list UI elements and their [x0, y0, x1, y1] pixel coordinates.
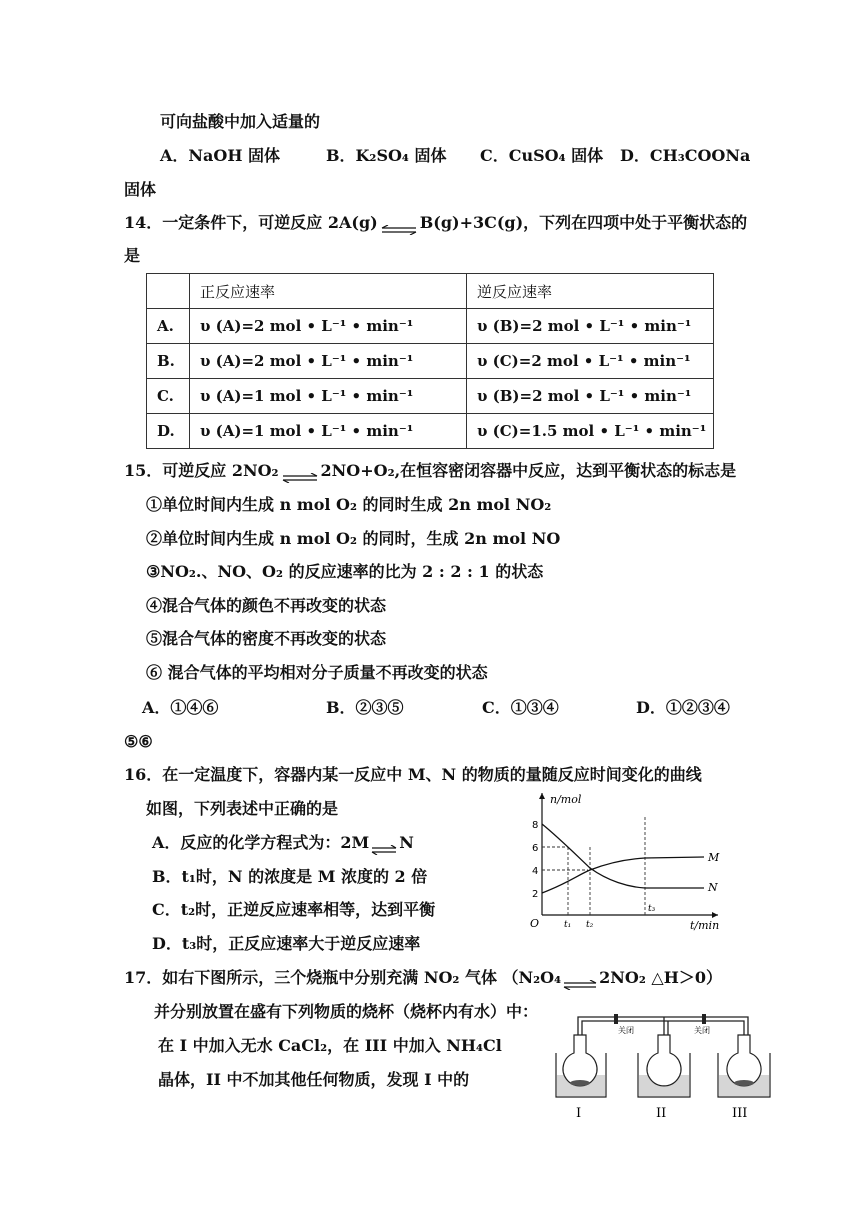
q15-option-d: D．①②③④ — [636, 698, 730, 717]
q15-item-6: ⑥ 混合气体的平均相对分子质量不再改变的状态 — [146, 663, 488, 682]
q13-wrap: 固体 — [124, 180, 157, 199]
y-axis-label: n/mol — [550, 793, 582, 806]
table-row — [147, 344, 714, 379]
connecting-tube — [578, 1017, 748, 1035]
table-row — [147, 379, 714, 414]
y-tick-label: 4 — [532, 866, 539, 877]
q15-item-4: ④混合气体的颜色不再改变的状态 — [146, 596, 387, 615]
table-cell: C. — [147, 379, 190, 414]
q17-line2: 并分别放置在盛有下列物质的烧杯（烧杯内有水）中： — [154, 1002, 539, 1021]
y-tick-label: 6 — [532, 843, 539, 854]
q16-option-c: C．t₂时，正逆反应速率相等，达到平衡 — [152, 900, 436, 919]
valve-icon — [702, 1014, 706, 1024]
q15-stem-b: 2NO+O₂,在恒容密闭容器中反应，达到平衡状态的标志是 — [320, 461, 737, 480]
y-axis-arrow-icon — [539, 793, 545, 799]
q17-stem-b: 2NO₂ △H＞0） — [599, 968, 722, 987]
q15-option-c: C．①③④ — [482, 698, 559, 717]
table-cell: υ (A)=1 mol • L⁻¹ • min⁻¹ — [190, 379, 467, 414]
q16-option-a-text: A．反应的化学方程式为：2M — [152, 833, 370, 852]
equilibrium-arrow-icon — [380, 219, 418, 229]
q16-stem: 16．在一定温度下，容器内某一反应中 M、N 的物质的量随反应时间变化的曲线 — [124, 765, 702, 784]
q15-stem-a: 15．可逆反应 2NO₂ — [124, 461, 279, 480]
mn-time-graph — [528, 787, 724, 933]
q15-option-a: A．①④⑥ — [142, 698, 219, 717]
q14-stem-b: B(g)+3C(g)，下列在四项中处于平衡状态的 — [419, 213, 748, 232]
flask-label: II — [656, 1106, 667, 1121]
solid-iii — [734, 1080, 754, 1086]
y-tick-label: 8 — [532, 820, 539, 831]
q13-line1: 可向盐酸中加入适量的 — [160, 112, 321, 131]
q17-stem — [124, 967, 722, 989]
x-tick-label: t₂ — [586, 920, 594, 930]
origin-label: O — [530, 917, 540, 930]
table-cell: D. — [147, 414, 190, 449]
equilibrium-arrow-icon — [563, 974, 597, 984]
flask-i — [563, 1035, 597, 1086]
flask-label: III — [732, 1106, 748, 1121]
equilibrium-arrow-icon — [371, 839, 397, 849]
q13-option-d: D．CH₃COONa — [620, 146, 751, 165]
q17-stem-a: 17．如右下图所示，三个烧瓶中分别充满 NO₂ 气体 （N₂O₄ — [124, 968, 562, 987]
table-cell: υ (B)=2 mol • L⁻¹ • min⁻¹ — [467, 309, 714, 344]
connecting-tube-inner — [582, 1021, 744, 1035]
q14-stem-a: 14．一定条件下，可逆反应 2A(g) — [124, 213, 378, 232]
q15-item-5: ⑤混合气体的密度不再改变的状态 — [146, 629, 387, 648]
x-axis-label: t/min — [690, 919, 720, 932]
table-cell: υ (A)=1 mol • L⁻¹ • min⁻¹ — [190, 414, 467, 449]
q16-stem2: 如图，下列表述中正确的是 — [146, 799, 339, 818]
middle-tube — [664, 1017, 668, 1035]
flask-ii — [647, 1035, 681, 1086]
table-row — [147, 414, 714, 449]
solid-i — [570, 1080, 590, 1086]
table-cell: υ (C)=2 mol • L⁻¹ • min⁻¹ — [467, 344, 714, 379]
q14-stem — [124, 212, 747, 234]
flask-apparatus — [552, 1005, 774, 1125]
table-cell: B. — [147, 344, 190, 379]
q16-option-a-tail: N — [399, 833, 414, 852]
y-tick-label: 2 — [532, 889, 539, 900]
valve-label: 关闭 — [618, 1026, 634, 1035]
table-header-cell: 正反应速率 — [190, 274, 467, 309]
table-header-cell: 逆反应速率 — [467, 274, 714, 309]
q15-item-2: ②单位时间内生成 n mol O₂ 的同时，生成 2n mol NO — [146, 529, 561, 548]
x-tick-label: t₁ — [564, 920, 572, 930]
q16-option-b: B．t₁时，N 的浓度是 M 浓度的 2 倍 — [152, 867, 428, 886]
q16-option-a — [152, 832, 414, 854]
q17-line3: 在 I 中加入无水 CaCl₂，在 III 中加入 NH₄Cl — [158, 1036, 502, 1055]
q17-line4: 晶体，II 中不加其他任何物质，发现 I 中的 — [158, 1070, 470, 1089]
q13-option-c: C．CuSO₄ 固体 — [480, 146, 604, 165]
q13-option-a: A．NaOH 固体 — [160, 146, 281, 165]
valve-label: 关闭 — [694, 1026, 710, 1035]
table-cell: υ (A)=2 mol • L⁻¹ • min⁻¹ — [190, 309, 467, 344]
flask-iii — [727, 1035, 761, 1086]
series-n-label: N — [708, 881, 718, 894]
q14-stem-c: 是 — [124, 246, 141, 265]
series-n-line — [542, 824, 704, 888]
q15-option-b: B．②③⑤ — [326, 698, 404, 717]
q15-stem — [124, 460, 736, 482]
series-m-label: M — [708, 851, 720, 864]
table-row — [147, 309, 714, 344]
equilibrium-arrow-icon — [281, 467, 319, 477]
q13-option-b: B．K₂SO₄ 固体 — [326, 146, 447, 165]
table-cell: υ (B)=2 mol • L⁻¹ • min⁻¹ — [467, 379, 714, 414]
valve-icon — [614, 1014, 618, 1024]
table-header-row — [147, 274, 714, 309]
rates-table — [146, 273, 714, 449]
table-header-cell — [147, 274, 190, 309]
q15-wrap: ⑤⑥ — [124, 732, 153, 751]
table-cell: υ (C)=1.5 mol • L⁻¹ • min⁻¹ — [467, 414, 714, 449]
x-axis-arrow-icon — [712, 912, 718, 918]
flask-label: I — [576, 1106, 582, 1121]
q15-item-3: ③NO₂.、NO、O₂ 的反应速率的比为 2 : 2 : 1 的状态 — [146, 562, 544, 581]
table-cell: A. — [147, 309, 190, 344]
x-tick-label: t₃ — [648, 904, 656, 914]
table-cell: υ (A)=2 mol • L⁻¹ • min⁻¹ — [190, 344, 467, 379]
q15-item-1: ①单位时间内生成 n mol O₂ 的同时生成 2n mol NO₂ — [146, 495, 552, 514]
q16-option-d: D．t₃时，正反应速率大于逆反应速率 — [152, 934, 421, 953]
